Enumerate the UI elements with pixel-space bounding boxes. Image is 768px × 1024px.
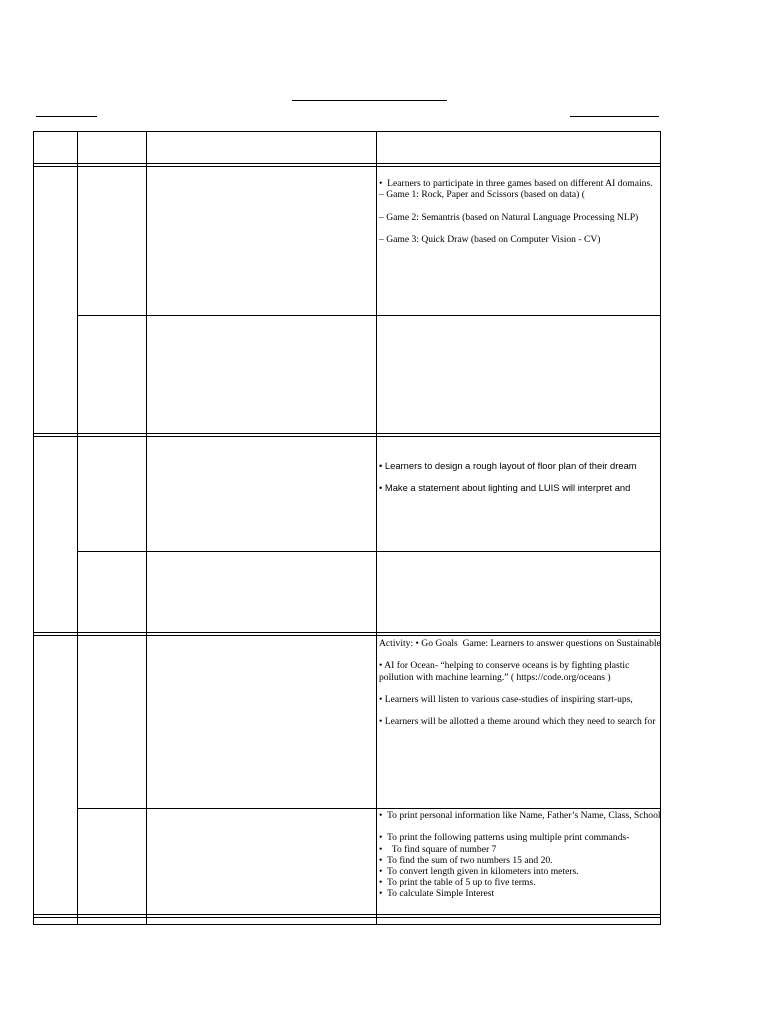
cell-line: • To calculate Simple Interest: [379, 888, 495, 900]
cell-line: [379, 471, 637, 482]
table-right-border: [660, 131, 661, 924]
table-left-border: [33, 131, 34, 924]
cell-line: • Learners to design a rough layout of floor plan of their dream: [379, 460, 637, 471]
table-top-border: [33, 131, 661, 132]
section-3-row-line: [77, 808, 661, 809]
col-divider-3: [376, 131, 377, 924]
section-2-row-line: [77, 551, 661, 552]
cell-line: [379, 683, 661, 694]
cell-line: Activity: • Go Goals Game: Learners to answer questions on Sustainable: [379, 638, 661, 649]
cell-line: [379, 821, 661, 832]
section-3-activities-cell: [379, 638, 661, 728]
header-right-underline: [570, 116, 659, 117]
cell-line: • To convert length given in kilometers into meters.: [379, 866, 579, 878]
cell-line: [379, 705, 661, 716]
cell-line: • Make a statement about lighting and LUIS will interpret and: [379, 482, 631, 494]
cell-line: • To print personal information like Name, Father’s Name, Class, School: [379, 810, 661, 821]
cell-line: [379, 223, 653, 234]
section-1-separator: [33, 433, 661, 437]
cell-line: • To find square of number 7: [379, 843, 497, 855]
section-1-activities-cell: [379, 178, 653, 245]
cell-line: • Learners will listen to various case-studies of inspiring start-ups,: [379, 694, 633, 706]
cell-line: • To print the table of 5 up to five terms.: [379, 877, 536, 889]
header-left-underline: [36, 116, 97, 117]
cell-line: [379, 200, 653, 211]
cell-line: pollution with machine learning.” ( https://code.org/oceans ): [379, 671, 611, 683]
section-2-activities-cell: [379, 460, 637, 494]
cell-line: • To print the following patterns using multiple print commands-: [379, 832, 630, 844]
cell-line: – Game 1: Rock, Paper and Scissors (based on data) (: [379, 189, 585, 201]
title-underline: [292, 100, 447, 101]
col-divider-2: [146, 131, 147, 924]
table-bottom-border: [33, 924, 661, 925]
col-divider-1: [77, 131, 78, 924]
section-1-row-line: [77, 315, 661, 316]
section-2-separator: [33, 632, 661, 636]
section-3-separator: [33, 914, 661, 918]
cell-line: [379, 649, 661, 660]
cell-line: • Learners to participate in three games based on different AI domains.: [379, 178, 653, 189]
cell-line: • AI for Ocean- “helping to conserve oceans is by fighting plastic: [379, 660, 630, 672]
section-3-practicals-cell: [379, 810, 661, 900]
cell-line: • To find the sum of two numbers 15 and 20.: [379, 854, 553, 866]
header-row-separator: [33, 163, 661, 167]
cell-line: – Game 2: Semantris (based on Natural Language Processing NLP): [379, 211, 639, 223]
cell-line: – Game 3: Quick Draw (based on Computer Vision - CV): [379, 234, 601, 246]
cell-line: • Learners will be allotted a theme around which they need to search for: [379, 716, 656, 728]
